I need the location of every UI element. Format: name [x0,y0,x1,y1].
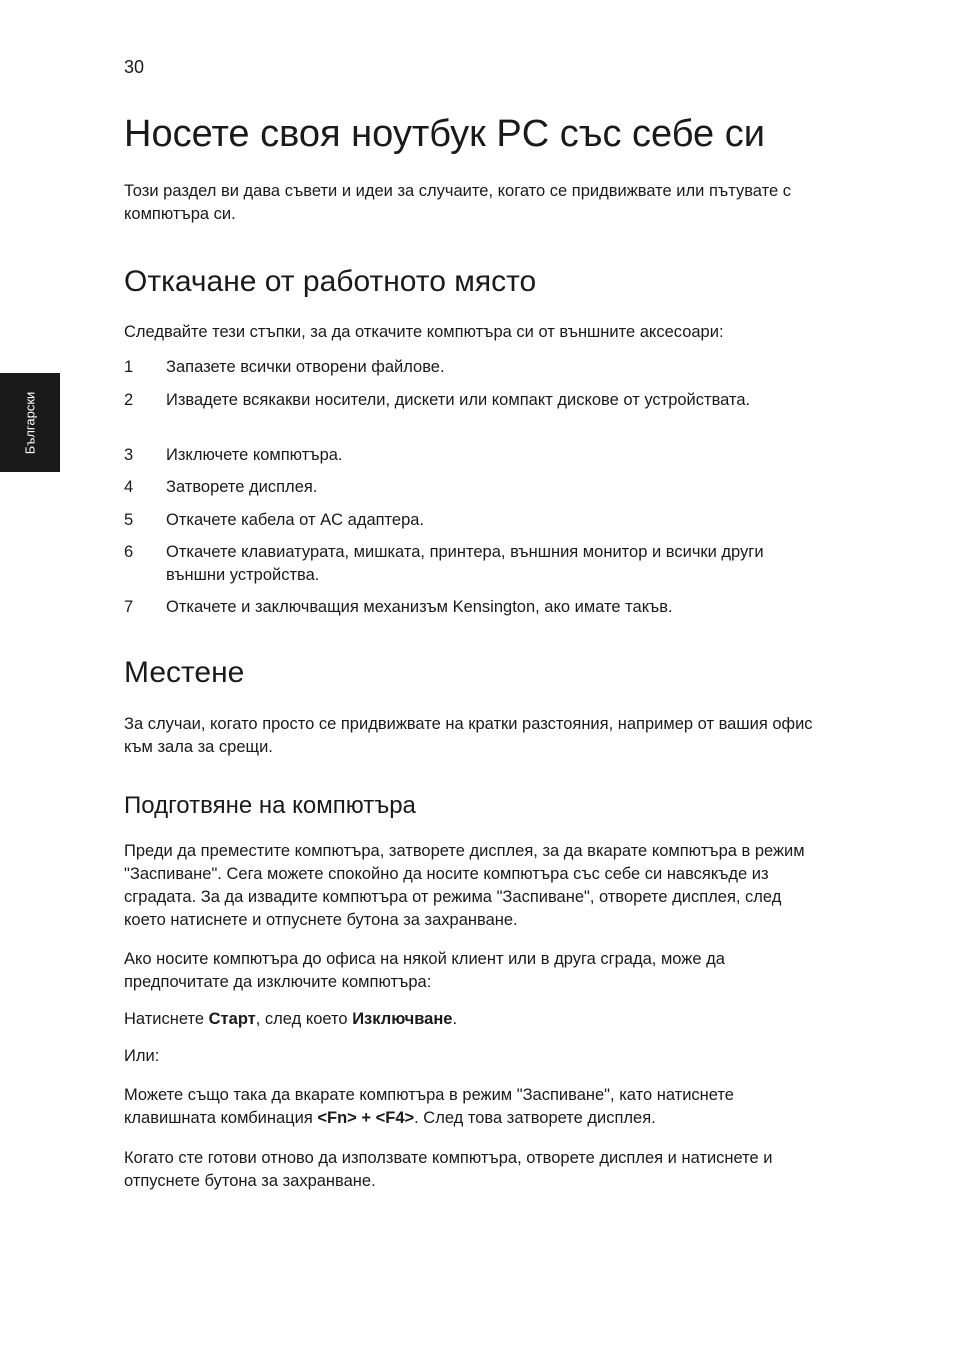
preparing-paragraph-2: Ако носите компютъра до офиса на някой клиент или в друга сграда, може да предпочитате да изключите компютъра: [124,950,725,991]
undocking-lead: Следвайте тези стъпки, за да откачите компютъра си от външните аксесоари: [124,323,724,341]
text-run: Натиснете [124,1010,209,1028]
step-text: Затворете дисплея. [166,478,318,496]
preparing-paragraph-1: Преди да преместите компютъра, затворете дисплея, за да вкарате компютъра в режим "Заспиване". Сега можете спокойно да носите компютъра със себе си навсякъде из сградата. За да извадите компютъра от режима "Заспиване", отворете дисплея, след което натиснете и отпуснете бутона за захранване. [124,842,805,929]
step-number: 2 [124,391,134,409]
preparing-paragraph-3 [124,1008,814,1031]
section-heading-undocking: Откачане от работното място [124,265,537,298]
step-number: 4 [124,478,134,496]
language-tab-label: Български [22,391,38,455]
step-text: Откачете клавиатурата, мишката, принтера, външния монитор и всички други външни устройства. [166,543,764,584]
step-text: Откачете и заключващия механизъм Kensington, ако имате такъв. [166,598,673,616]
section-heading-moving: Местене [124,656,245,689]
intro-paragraph: Този раздел ви дава съвети и идеи за случаите, когато се придвижвате или пътувате с компютъра си. [124,182,791,223]
text-run: . [452,1010,458,1028]
text-run: Можете също така да вкарате компютъра в режим "Заспиване", като натиснете клавишната комбинация [124,1086,734,1127]
page-title: Носете своя ноутбук PC със себе си [124,113,765,155]
step-number: 6 [124,543,134,561]
shutdown-label: Изключване [352,1010,453,1028]
preparing-paragraph-or: Или: [124,1047,160,1065]
step-number: 1 [124,358,134,376]
step-text: Извадете всякакви носители, дискети или компакт дискове от устройствата. [166,391,751,409]
step-number: 5 [124,511,134,529]
language-side-tab [0,373,60,472]
subsection-heading-preparing: Подготвяне на компютъра [124,792,416,819]
text-run: , след което [255,1010,353,1028]
hotkey-label: <Fn> + <F4> [317,1109,415,1127]
step-text: Откачете кабела от AC адаптера. [166,511,425,529]
step-text: Изключете компютъра. [166,446,343,464]
text-run: . След това затворете дисплея. [414,1109,656,1127]
step-number: 7 [124,598,134,616]
step-text: Запазете всички отворени файлове. [166,358,445,376]
moving-lead: За случаи, когато просто се придвижвате на кратки разстояния, например от вашия офис към зала за срещи. [124,715,813,756]
step-number: 3 [124,446,134,464]
page-number: 30 [124,57,145,77]
start-label: Старт [208,1010,256,1028]
preparing-paragraph-6: Когато сте готови отново да използвате компютъра, отворете дисплея и натиснете и отпуснете бутона за захранване. [124,1149,773,1190]
preparing-paragraph-5 [124,1084,814,1130]
